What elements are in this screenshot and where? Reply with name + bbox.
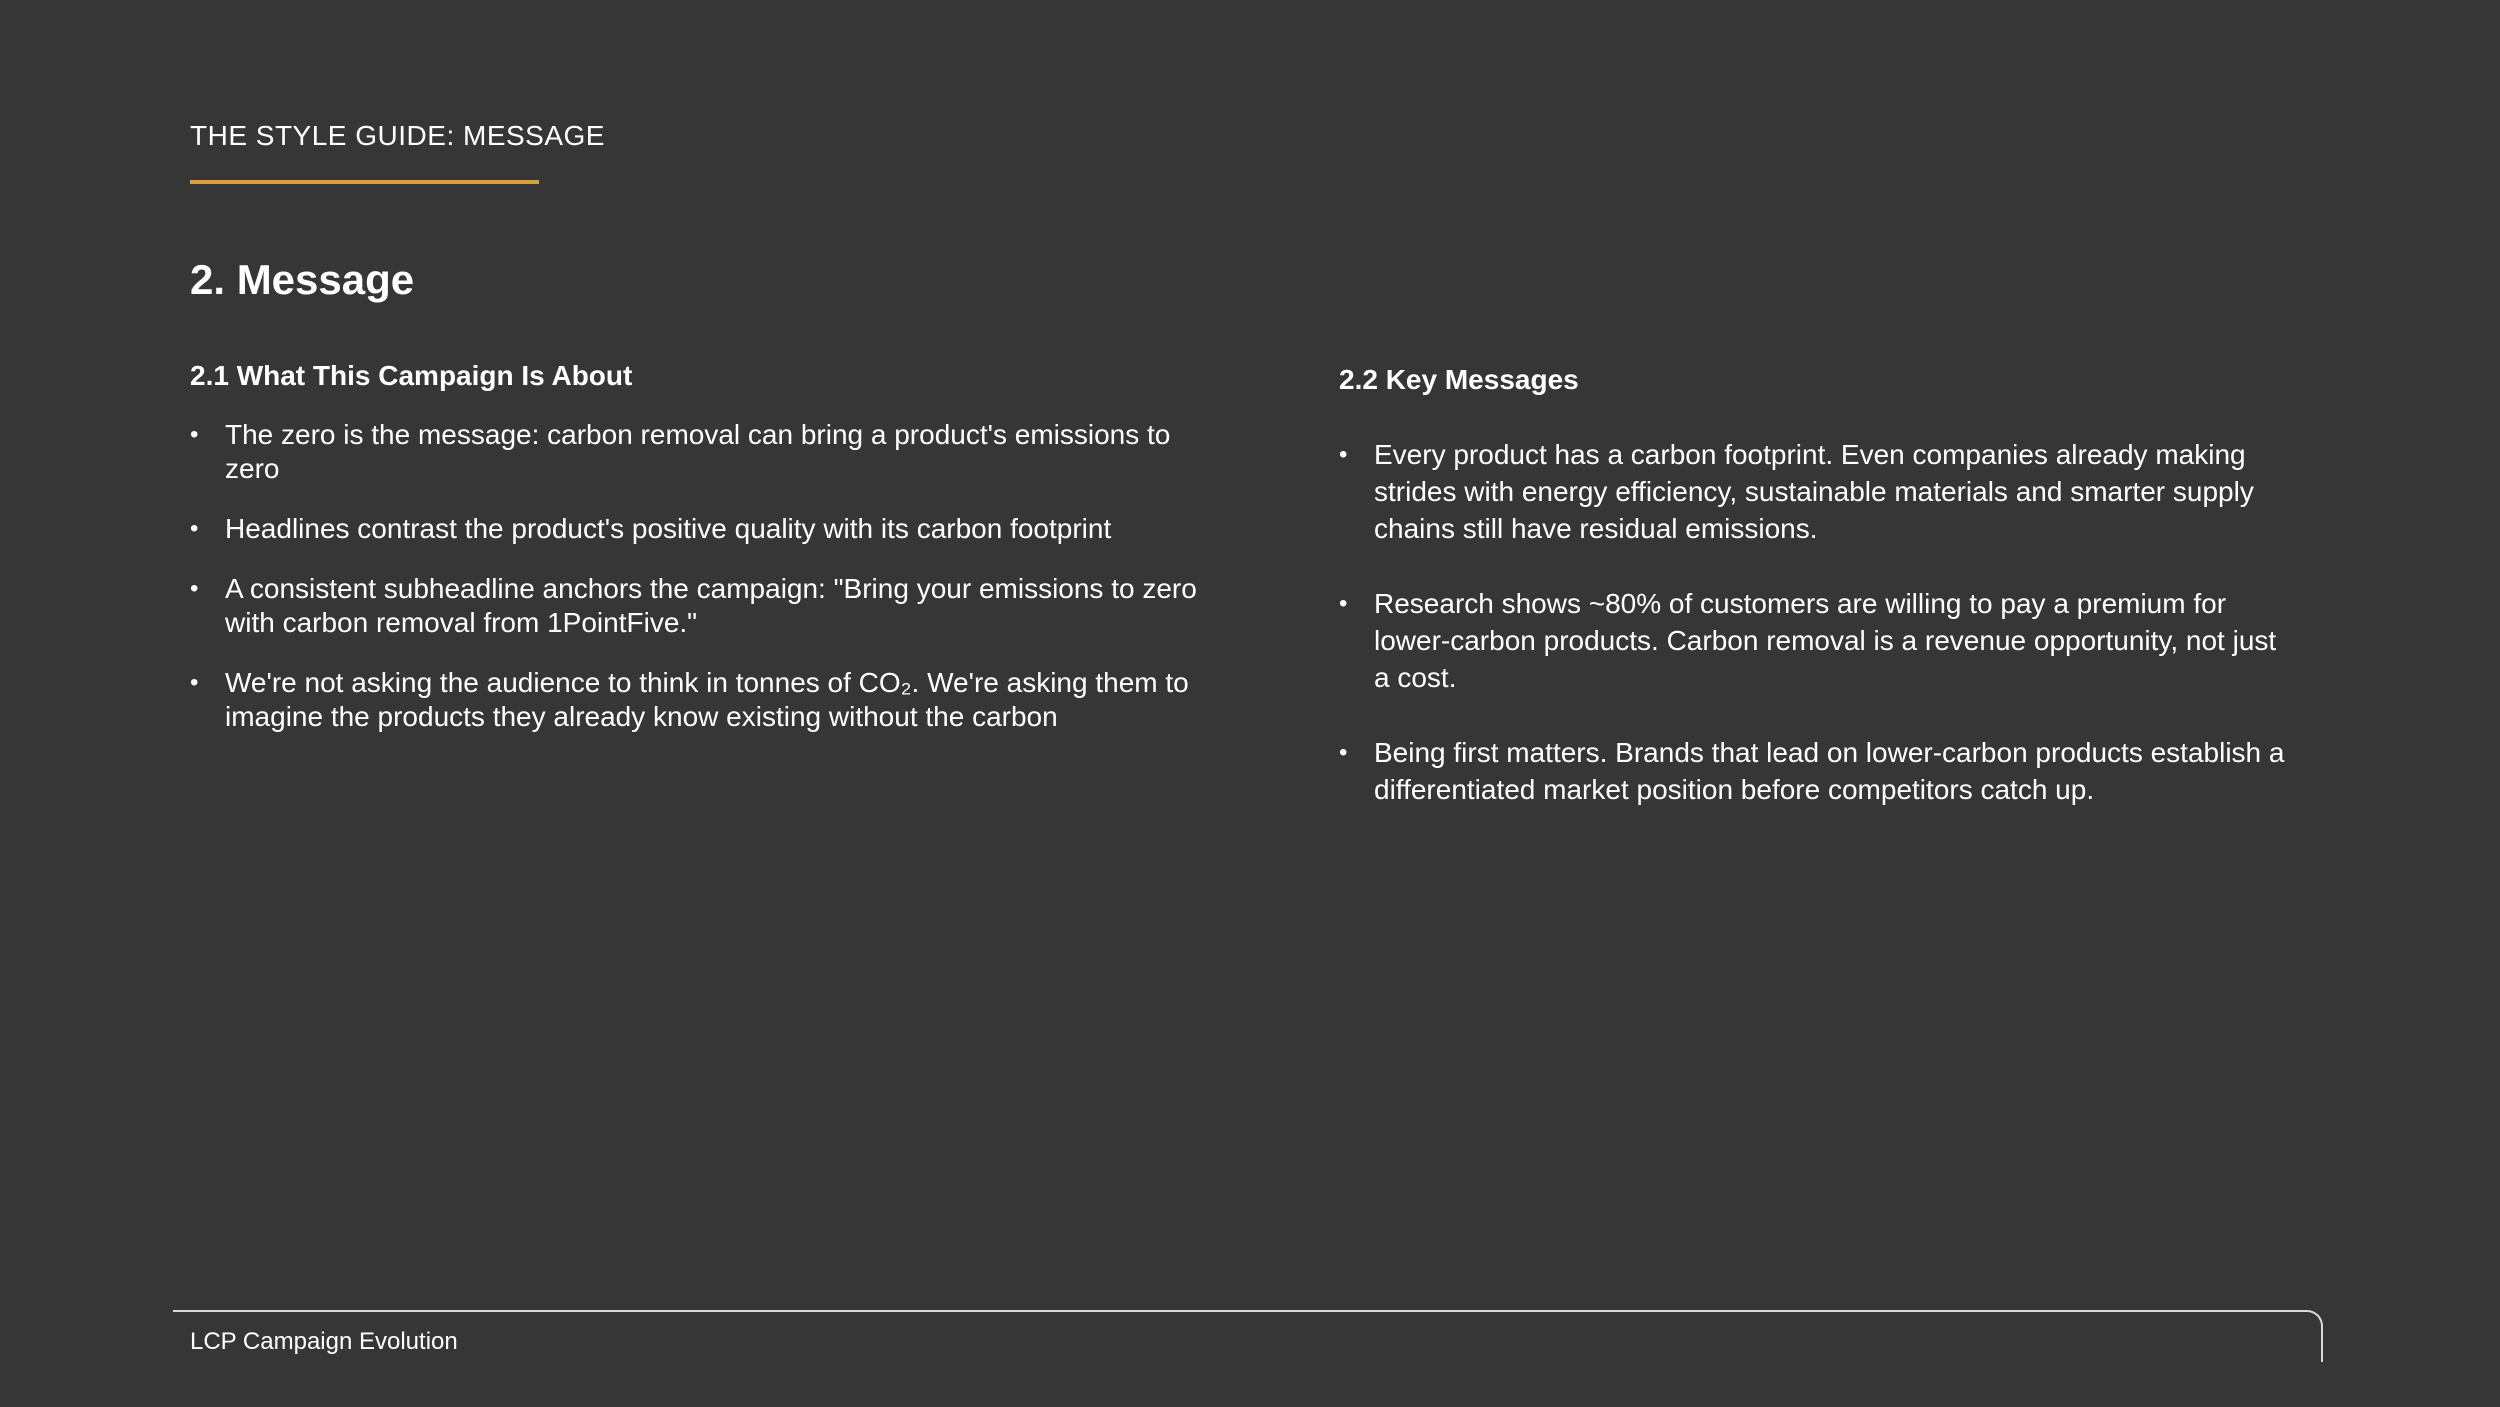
bullet-icon: • (1339, 441, 1348, 468)
campaign-about-column (190, 360, 1230, 760)
campaign-about-list (190, 418, 1230, 734)
footer-text: LCP Campaign Evolution (190, 1328, 458, 1355)
list-item-text: Every product has a carbon footprint. Even companies already making strides with energy efficiency, sustainable materials and smarter supply chains still have residual emissions. (1374, 439, 2254, 544)
list-item-text: Headlines contrast the product's positive quality with its carbon footprint (225, 513, 1112, 544)
list-item (190, 572, 1230, 640)
list-item-text: We're not asking the audience to think in tonnes of CO₂. We're asking them to imagine the products they already know existing without the carbon (225, 667, 1189, 732)
list-item (1339, 436, 2299, 547)
accent-underline (190, 180, 539, 184)
key-messages-heading: 2.2 Key Messages (1339, 364, 1579, 395)
list-item (190, 666, 1230, 734)
list-item (1339, 585, 2299, 696)
footer-divider (173, 1310, 2323, 1362)
list-item (190, 512, 1230, 546)
key-messages-list (1339, 436, 2299, 808)
list-item (190, 418, 1230, 486)
section-label: THE STYLE GUIDE: MESSAGE (190, 120, 605, 151)
list-item (1339, 734, 2299, 808)
bullet-icon: • (1339, 590, 1348, 617)
list-item-text: A consistent subheadline anchors the campaign: "Bring your emissions to zero with carbon removal from 1PointFive." (225, 573, 1197, 638)
key-messages-column (1339, 364, 2299, 846)
bullet-icon: • (190, 421, 199, 448)
bullet-icon: • (190, 515, 199, 542)
bullet-icon: • (190, 575, 199, 602)
campaign-about-heading: 2.1 What This Campaign Is About (190, 360, 633, 391)
list-item-text: Being first matters. Brands that lead on lower-carbon products establish a differentiated market position before competitors catch up. (1374, 737, 2285, 805)
bullet-icon: • (1339, 739, 1348, 766)
list-item-text: Research shows ~80% of customers are willing to pay a premium for lower-carbon products. Carbon removal is a revenue opportunity, not just a cost. (1374, 588, 2277, 693)
list-item-text: The zero is the message: carbon removal can bring a product's emissions to zero (225, 419, 1171, 484)
page-title: 2. Message (190, 256, 415, 303)
bullet-icon: • (190, 669, 199, 696)
